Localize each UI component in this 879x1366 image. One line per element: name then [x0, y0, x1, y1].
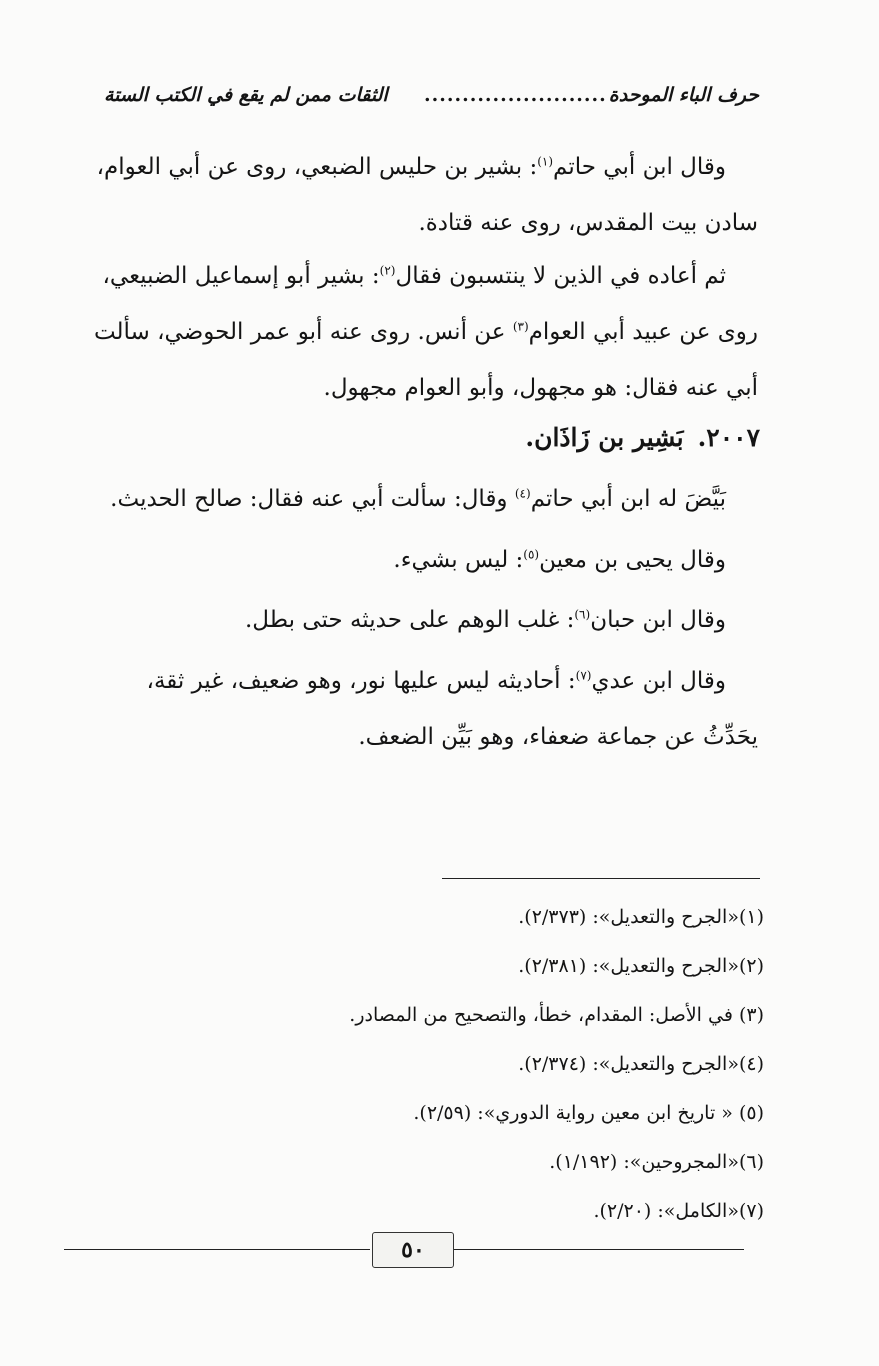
header-book-title: الثقات ممن لم يقع في الكتب الستة	[104, 84, 388, 106]
footnote-ref[interactable]: (٧)	[575, 668, 592, 683]
paragraph-text: : ليس بشيء.	[393, 547, 524, 573]
footer-rule-left	[64, 1249, 370, 1250]
entry-paragraph-2	[86, 532, 758, 588]
footnote-item: (٢)«الجرح والتعديل»: (٢/٣٨١).	[518, 955, 764, 977]
paragraph-1	[86, 139, 758, 251]
footnote-ref[interactable]: (٦)	[574, 607, 591, 622]
paragraph-text: بَيَّضَ له ابن أبي حاتم	[530, 486, 726, 512]
footnote-ref[interactable]: (٥)	[523, 547, 540, 562]
footnotes-list	[250, 893, 764, 1236]
footnote-ref[interactable]: (٣)	[512, 319, 529, 334]
paragraph-text: وقال ابن أبي حاتم	[553, 154, 726, 180]
footer-rule-right	[454, 1249, 744, 1250]
entry-paragraph-4	[86, 653, 758, 765]
header-chapter: حرف الباء الموحدة	[608, 84, 759, 106]
page-footer	[64, 1230, 744, 1270]
running-header	[104, 84, 759, 106]
entry-paragraph-1	[86, 471, 758, 527]
entry-heading	[400, 415, 760, 461]
paragraph-text: عن أنس. روى عنه أبو عمر الحوضي، سألت أبي عنه فقال: هو مجهول، وأبو العوام مجهول.	[93, 319, 758, 401]
paragraph-text: : بشير أبو إسماعيل الضبيعي، روى عن عبيد أبي العوام	[102, 263, 758, 345]
footnote-item: (٧)«الكامل»: (٢/٢٠).	[593, 1200, 764, 1222]
paragraph-text: وقال ابن حبان	[590, 607, 726, 633]
paragraph-text: : غلب الوهم على حديثه حتى بطل.	[245, 607, 575, 633]
entry-name: بَشِير بن زَاذَان.	[525, 423, 684, 452]
page-number: ٥٠	[372, 1232, 454, 1268]
paragraph-text: وقال ابن عدي	[591, 668, 726, 694]
footnote-separator	[442, 878, 760, 879]
footnote-item: (٥) « تاريخ ابن معين رواية الدوري»: (٢/٥٩).	[413, 1102, 764, 1124]
paragraph-text: وقال: سألت أبي عنه فقال: صالح الحديث.	[110, 486, 515, 512]
paragraph-text: ثم أعاده في الذين لا ينتسبون فقال	[395, 263, 726, 289]
footnote-ref[interactable]: (٢)	[379, 263, 396, 278]
paragraph-2	[86, 248, 758, 416]
entry-number: ٢٠٠٧.	[697, 423, 760, 452]
footnote-ref[interactable]: (١)	[537, 154, 554, 169]
footnote-item: (٣) في الأصل: المقدام، خطأ، والتصحيح من المصادر.	[349, 1004, 764, 1026]
paragraph-text: : بشير بن حليس الضبعي، روى عن أبي العوام، سادن بيت المقدس، روى عنه قتادة.	[96, 154, 758, 236]
footnote-ref[interactable]: (٤)	[514, 486, 531, 501]
footnote-item: (٤)«الجرح والتعديل»: (٢/٣٧٤).	[518, 1053, 764, 1075]
header-dots: ........................	[424, 84, 607, 106]
entry-paragraph-3	[86, 592, 758, 648]
paragraph-text: وقال يحيى بن معين	[539, 547, 726, 573]
paragraph-text: : أحاديثه ليس عليها نور، وهو ضعيف، غير ثقة، يحَدِّثُ عن جماعة ضعفاء، وهو بَيِّن الضعف.	[146, 668, 758, 750]
footnote-item: (١)«الجرح والتعديل»: (٢/٣٧٣).	[518, 906, 764, 928]
footnote-item: (٦)«المجروحين»: (١/١٩٢).	[549, 1151, 764, 1173]
